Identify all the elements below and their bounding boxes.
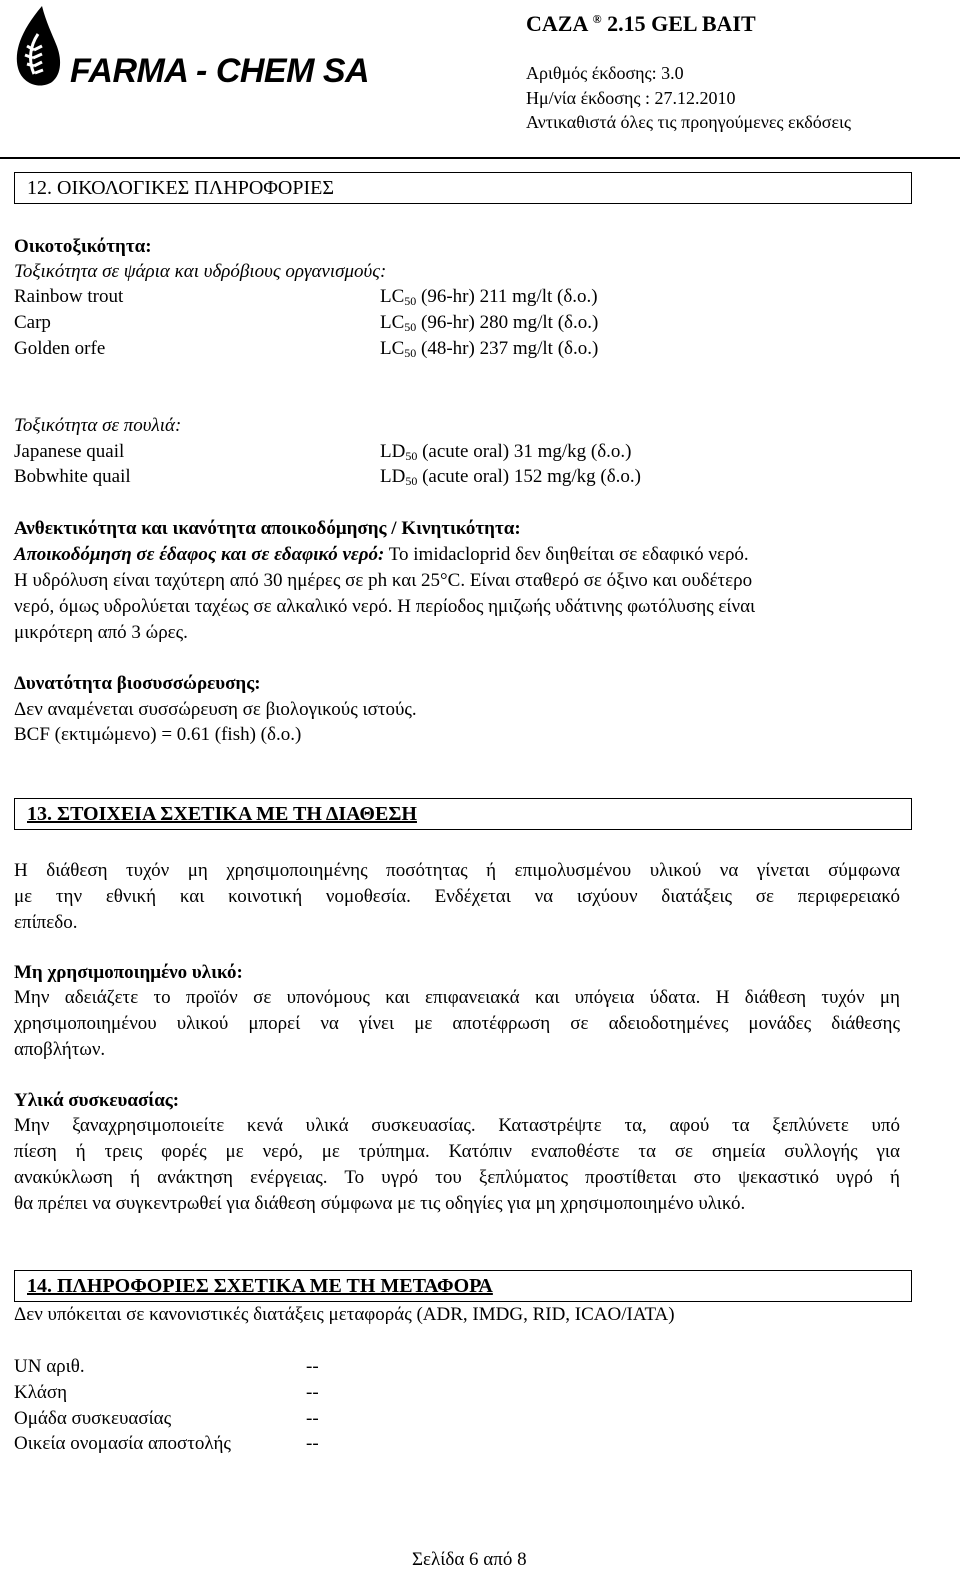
fish-value: $LC_{50}$ (48-hr) 237 mg/lt (δ.ο.) [380, 338, 599, 360]
fish-toxicity-label: Τοξικότητα σε ψάρια και υδρόβιους οργανισμούς: [14, 261, 387, 282]
transport-value: -- [306, 1408, 319, 1429]
section-12-title: 12. ΟΙΚΟΛΟΓΙΚΕΣ ΠΛΗΡΟΦΟΡΙΕΣ [27, 177, 334, 199]
fish-species: Golden orfe [14, 338, 106, 359]
bird-species: Bobwhite quail [14, 466, 131, 487]
disposal-intro: Η διάθεση τυχόν μη χρησιμοποιημένης ποσότητας ή επιμολυσμένου υλικού να γίνεται σύμφωνα με την εθνική και κοινοτική νομοθεσία. Ενδέχεται να ισχύουν διατάξεις σε περιφερειακό επίπεδο. [14, 860, 900, 933]
section-13-header [14, 798, 912, 830]
product-title [526, 8, 756, 35]
transport-label: Κλάση [14, 1382, 68, 1403]
company-logo [12, 4, 372, 94]
bird-value: $LD_{50}$ (acute oral) 31 mg/kg (δ.ο.) [380, 441, 632, 463]
fish-species: Carp [14, 312, 51, 333]
company-name: FARMA - CHEM SA [70, 52, 370, 90]
unused-material-label: Μη χρησιμοποιημένο υλικό: [14, 962, 243, 983]
unused-material-text: Μην αδειάζετε το προϊόν σε υπονόμους και επιφανειακά και υπόγεια ύδατα. Η διάθεση τυχόν μη χρησιμοποιημένου υλικού μπορεί να γίνει με αποτέφρωση σε αδειοδοτημένες μονάδες διάθεσης αποβλήτων. [14, 987, 900, 1060]
fish-value: $LC_{50}$ (96-hr) 211 mg/lt (δ.ο.) [380, 286, 598, 308]
leaf-drop-icon [12, 4, 64, 92]
section-13-title: 13. ΣΤΟΙΧΕΙΑ ΣΧΕΤΙΚΑ ΜΕ ΤΗ ΔΙΑΘΕΣΗ [27, 803, 417, 825]
fish-species: Rainbow trout [14, 286, 124, 307]
bcf-value: BCF (εκτιμώμενο) = 0.61 (fish) (δ.ο.) [14, 724, 302, 745]
issue-date: Ημ/νία έκδοσης : 27.12.2010 [526, 88, 736, 108]
degradation-line [14, 544, 749, 566]
bird-species: Japanese quail [14, 441, 125, 462]
supersedes-note: Αντικαθιστά όλες τις προηγούμενες εκδόσεις [526, 112, 852, 132]
fish-value: $LC_{50}$ (96-hr) 280 mg/lt (δ.ο.) [380, 312, 599, 334]
header-divider [0, 157, 960, 159]
product-version: 2.15 GEL BAIT [607, 11, 756, 36]
product-name: CAZA [526, 11, 588, 36]
issue-number: Αριθμός έκδοσης: 3.0 [526, 63, 684, 83]
registered-mark: ® [592, 12, 602, 26]
persistence-label: Ανθεκτικότητα και ικανότητα αποικοδόμησης / Κινητικότητα: [14, 518, 521, 539]
ecotoxicity-label: Οικοτοξικότητα: [14, 236, 152, 257]
bioaccumulation-label: Δυνατότητα βιοσυσσώρευσης: [14, 673, 261, 694]
section-12-header [14, 172, 912, 204]
transport-note: Δεν υπόκειται σε κανονιστικές διατάξεις μεταφοράς (ADR, IMDG, RID, ICAO/IATA) [14, 1304, 675, 1325]
page-number: Σελίδα 6 από 8 [412, 1549, 527, 1570]
section-14-title: 14. ΠΛΗΡΟΦΟΡΙΕΣ ΣΧΕΤΙΚΑ ΜΕ ΤΗ ΜΕΤΑΦΟΡΑ [27, 1275, 493, 1297]
packaging-text: Μην ξαναχρησιμοποιείτε κενά υλικά συσκευασίας. Καταστρέψτε τα, αφού τα ξεπλύνετε υπό πίεση ή τρεις φορές με νερό, με τρύπημα. Κατόπιν εναποθέστε τα σε σημεία συλλογής για ανακύκλωση ή ανάκτηση ενέργειας. Το υγρό του ξεπλύματος προστίθεται στο ψεκαστικό υγρό ή θα πρέπει να συγκεντρωθεί για διάθεση σύμφωνα με τις οδηγίες για μη χρησιμοποιημένο υλικό. [14, 1115, 900, 1214]
degradation-text: νερό, όμως υδρολύεται ταχέως σε αλκαλικό νερό. Η περίοδος ημιζωής υδάτινης φωτόλυσης είναι [14, 596, 756, 617]
transport-value: -- [306, 1433, 319, 1454]
degradation-text: Το imidacloprid δεν διηθείται σε εδαφικό νερό. [384, 544, 749, 565]
transport-label: UN αριθ. [14, 1356, 85, 1377]
transport-label: Οικεία ονομασία αποστολής [14, 1433, 231, 1454]
degradation-label: Αποικοδόμηση σε έδαφος και σε εδαφικό νερό: [14, 544, 385, 565]
bird-value: $LD_{50}$ (acute oral) 152 mg/kg (δ.ο.) [380, 466, 642, 488]
transport-value: -- [306, 1356, 319, 1377]
bird-toxicity-label: Τοξικότητα σε πουλιά: [14, 415, 182, 436]
transport-label: Ομάδα συσκευασίας [14, 1408, 172, 1429]
bioaccumulation-text: Δεν αναμένεται συσσώρευση σε βιολογικούς ιστούς. [14, 699, 417, 720]
packaging-label: Υλικά συσκευασίας: [14, 1090, 180, 1111]
transport-value: -- [306, 1382, 319, 1403]
degradation-text: μικρότερη από 3 ώρες. [14, 622, 188, 643]
section-14-header [14, 1270, 912, 1302]
degradation-text: Η υδρόλυση είναι ταχύτερη από 30 ημέρες σε ph και 25°C. Είναι σταθερό σε όξινο και ουδέτερο [14, 570, 753, 591]
